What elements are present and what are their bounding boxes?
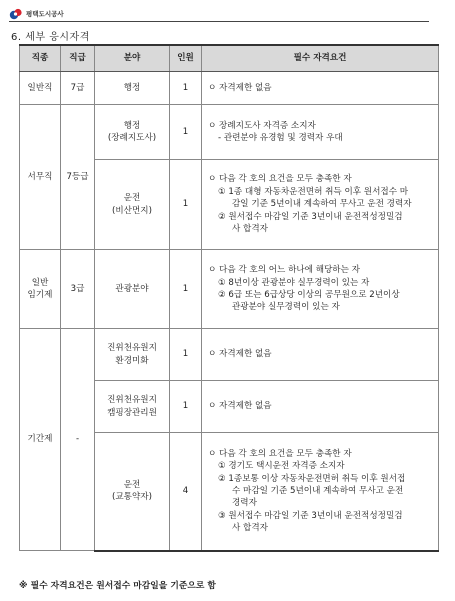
header-divider	[9, 21, 429, 22]
requirement-cell	[202, 250, 439, 329]
count-cell: 1	[170, 381, 202, 433]
requirement-line: 감일 기준 5년이내 계속하여 무사고 운전 경력자	[232, 199, 412, 210]
field-line: 운전	[123, 479, 141, 490]
document-header	[9, 6, 429, 22]
field-line: 운전	[123, 193, 141, 204]
requirement-cell	[202, 433, 439, 551]
requirement-line: 사 합격자	[232, 523, 268, 534]
field-line: 행정	[123, 120, 141, 131]
job-type-line: 임기제	[27, 290, 53, 300]
field-cell	[95, 105, 170, 160]
requirement-line: ㅇ 자격제한 없음	[208, 349, 272, 360]
requirement-line: 사 합격자	[232, 224, 268, 235]
grade-cell: 7등급	[61, 105, 95, 250]
requirement-line: ② 6급 또는 6급상당 이상의 공무원으로 2년이상	[218, 290, 400, 300]
requirement-line: ② 1종보통 이상 자동차운전면허 취득 이후 원서접	[218, 473, 406, 484]
field-cell	[95, 381, 170, 433]
requirement-line: 수 마감일 기준 5년이내 계속하여 무사고 운전	[232, 486, 404, 497]
section-title: 6. 세부 응시자격	[11, 32, 90, 43]
field-cell: 관광분야	[95, 250, 170, 329]
count-cell: 1	[170, 250, 202, 329]
field-cell: 행정	[95, 72, 170, 105]
count-cell: 1	[170, 105, 202, 160]
job-type-cell: 서무직	[20, 105, 61, 250]
requirement-line: ㅇ 다음 각 호의 어느 하나에 해당하는 자	[208, 265, 360, 276]
requirement-line: 경력자	[232, 498, 257, 509]
field-line: 환경미화	[115, 355, 149, 366]
requirement-line: - 관련분야 유경험 및 경력자 우대	[218, 133, 343, 143]
table-row	[20, 250, 439, 329]
field-line: (교통약자)	[112, 492, 152, 503]
col-header-job-type: 직종	[20, 45, 61, 72]
requirement-line: ① 경기도 택시운전 자격증 소지자	[218, 461, 345, 472]
job-type-cell: 기간제	[20, 329, 61, 551]
field-cell	[95, 329, 170, 381]
count-cell: 4	[170, 433, 202, 551]
requirement-line: ㅇ 자격제한 없음	[208, 401, 272, 412]
requirement-line: ① 8년이상 관광분야 실무경력이 있는 자	[218, 277, 370, 288]
requirement-line: ② 원서접수 마감일 기준 3년이내 운전적성정밀검	[218, 211, 403, 222]
requirement-cell	[202, 72, 439, 105]
field-line: (장례지도사)	[107, 133, 157, 143]
table-row	[20, 72, 439, 105]
requirement-line: ① 1종 대형 자동차운전면허 취득 이후 원서접수 마	[218, 186, 409, 197]
footnote: ※ 필수 자격요건은 원서접수 마감일을 기준으로 함	[19, 581, 216, 591]
col-header-field: 분야	[95, 45, 170, 72]
field-cell	[95, 160, 170, 250]
count-cell: 1	[170, 72, 202, 105]
table-row	[20, 105, 439, 160]
job-type-line: 일반	[31, 277, 49, 288]
count-cell: 1	[170, 160, 202, 250]
grade-cell: 7급	[61, 72, 95, 105]
count-cell: 1	[170, 329, 202, 381]
col-header-requirements: 필수 자격요건	[202, 45, 439, 72]
field-line: (비산먼지)	[112, 205, 152, 216]
requirement-cell	[202, 160, 439, 250]
requirement-line: ㅇ 장례지도사 자격증 소지자	[208, 120, 316, 131]
job-type-cell	[20, 250, 61, 329]
requirement-line: ㅇ 자격제한 없음	[208, 82, 272, 93]
qualification-table	[19, 44, 439, 552]
field-line: 진위천유원지	[107, 395, 157, 406]
grade-cell: 3급	[61, 250, 95, 329]
requirement-line: ㅇ 다음 각 호의 요건을 모두 충족한 자	[208, 174, 352, 185]
requirement-cell	[202, 381, 439, 433]
company-logo-icon	[9, 7, 23, 21]
field-line: 진위천유원지	[107, 343, 157, 354]
requirement-cell	[202, 105, 439, 160]
requirement-line: ③ 원서접수 마감일 기준 3년이내 운전적성정밀검	[218, 510, 403, 521]
requirement-line: ㅇ 다음 각 호의 요건을 모두 충족한 자	[208, 448, 352, 459]
field-cell	[95, 433, 170, 551]
requirement-cell	[202, 329, 439, 381]
table-row	[20, 329, 439, 381]
col-header-count: 인원	[170, 45, 202, 72]
field-line: 캠핑장관리원	[107, 407, 157, 418]
job-type-cell: 일반직	[20, 72, 61, 105]
col-header-grade: 직급	[61, 45, 95, 72]
table-header-row	[20, 45, 439, 72]
grade-cell: -	[61, 329, 95, 551]
requirement-line: 관광분야 실무경력이 있는 자	[232, 302, 340, 313]
org-name: 평택도시공사	[26, 10, 64, 18]
